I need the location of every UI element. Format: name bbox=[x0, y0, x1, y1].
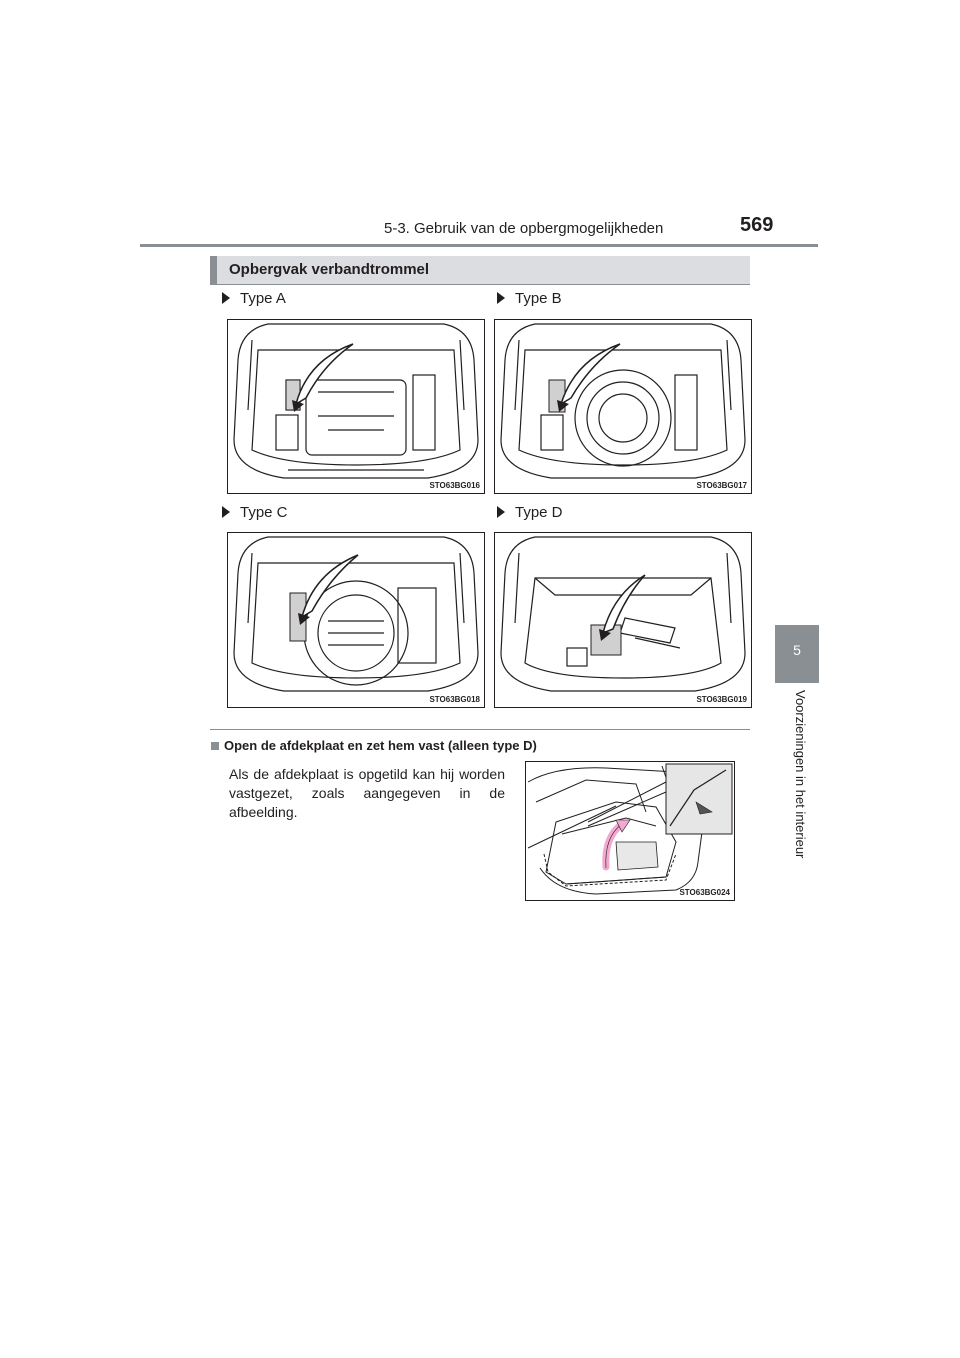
figure-type-b bbox=[494, 319, 752, 494]
figure-cover-plate bbox=[525, 761, 735, 901]
figure-code: STO63BG017 bbox=[696, 481, 747, 490]
type-c-label: Type C bbox=[222, 504, 288, 521]
figure-type-c bbox=[227, 532, 485, 708]
subsection-heading: Open de afdekplaat en zet hem vast (alleen type D) bbox=[211, 738, 537, 753]
trunk-illustration-type-d bbox=[495, 533, 751, 707]
trunk-illustration-type-c bbox=[228, 533, 484, 707]
section-title: Opbergvak verbandtrommel bbox=[229, 261, 430, 278]
figure-type-d bbox=[494, 532, 752, 708]
figure-code: STO63BG024 bbox=[679, 888, 730, 897]
running-header: 5-3. Gebruik van de opbergmogelijkheden bbox=[384, 220, 664, 237]
figure-code: STO63BG018 bbox=[429, 695, 480, 704]
section-divider bbox=[210, 729, 750, 730]
figure-type-a bbox=[227, 319, 485, 494]
figure-code: STO63BG019 bbox=[696, 695, 747, 704]
header-rule bbox=[140, 244, 818, 247]
chapter-tab bbox=[775, 625, 819, 683]
triangle-bullet-icon bbox=[497, 506, 505, 518]
figure-code: STO63BG016 bbox=[429, 481, 480, 490]
trunk-illustration-type-b bbox=[495, 320, 751, 493]
chapter-number: 5 bbox=[793, 642, 801, 658]
triangle-bullet-icon bbox=[222, 506, 230, 518]
page-number: 569 bbox=[740, 214, 774, 236]
section-heading-bar bbox=[210, 256, 750, 284]
section-underline bbox=[210, 284, 750, 285]
type-b-label: Type B bbox=[497, 290, 562, 307]
trunk-illustration-type-a bbox=[228, 320, 484, 493]
subsection-body: Als de afdekplaat is opgetild kan hij worden vastgezet, zoals aangegeven in de afbeelding. bbox=[229, 766, 505, 820]
cover-plate-illustration bbox=[526, 762, 734, 900]
type-d-label: Type D bbox=[497, 504, 563, 521]
type-a-label: Type A bbox=[222, 290, 286, 307]
triangle-bullet-icon bbox=[222, 292, 230, 304]
triangle-bullet-icon bbox=[497, 292, 505, 304]
chapter-title: Voorzieningen in het interieur bbox=[793, 690, 808, 859]
square-bullet-icon bbox=[211, 742, 219, 750]
